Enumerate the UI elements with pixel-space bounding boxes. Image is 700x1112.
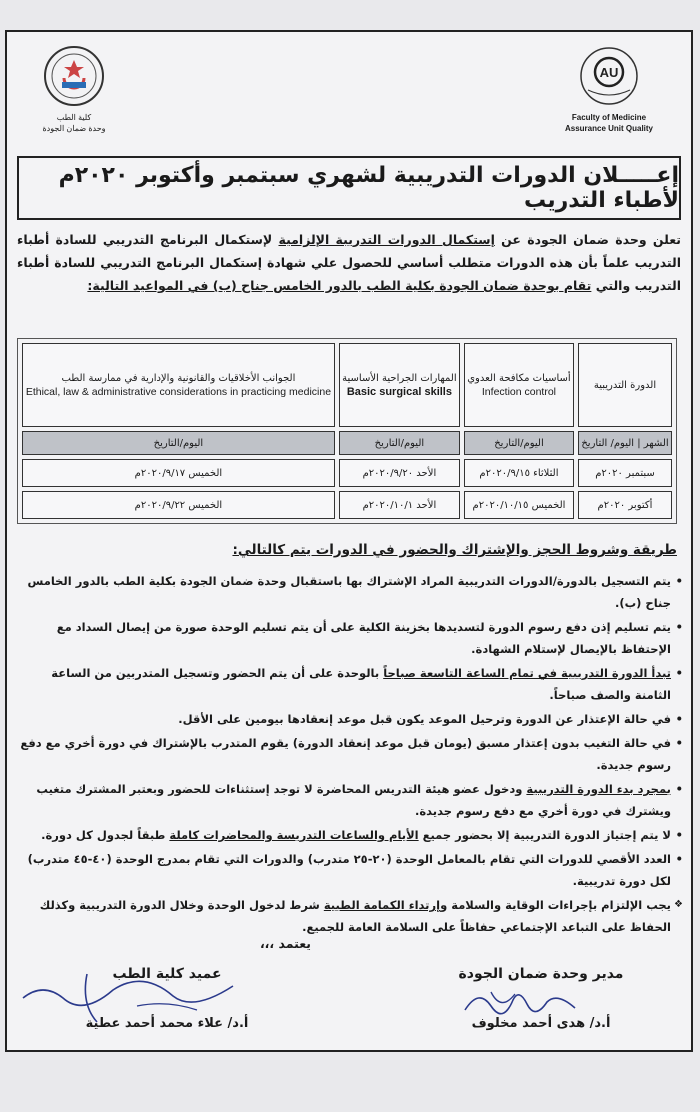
course-surgical-skills (339, 343, 460, 427)
date-cell: الأحد ٢٠٢٠/٩/٢٠م (339, 459, 460, 487)
course-en: Ethical, law & administrative considerations in practicing medicine (25, 385, 332, 398)
rule-underlined: تبدأ الدورة التدريبية في تمام الساعة التاسعة صباحاً (383, 666, 671, 680)
announcement-title: إعـــــلان الدورات التدريبية لشهري سبتمبر وأكتوبر ٢٠٢٠م لأطباء التدريب (58, 163, 679, 213)
intro-underlined-2: تقام بوحدة ضمان الجودة بكلية الطب بالدور الخامس جناح (ب) في المواعيد التالية: (87, 278, 592, 293)
signatory-name: أ.د/ هدى أحمد مخلوف (471, 1016, 611, 1031)
list-item (19, 570, 683, 614)
signature-block-quality-director (421, 966, 661, 1031)
handwritten-signature-icon (17, 970, 257, 1026)
list-item (19, 848, 683, 892)
signatory-title: عميد كلية الطب (112, 966, 222, 982)
au-logo-icon (574, 44, 644, 108)
corner-cell: الدورة التدريبية (578, 343, 672, 427)
month-cell: أكتوبر ٢٠٢٠م (578, 491, 672, 519)
conditions-title: طريقة وشروط الحجز والإشتراك والحضور في الدورات يتم كالتالي: (232, 542, 677, 558)
daydate-label: اليوم/ التاريخ (581, 437, 635, 449)
rule-text: طبقاً لجدول كل دورة. (41, 828, 170, 842)
intro-paragraph (17, 228, 681, 297)
date-cell: الأحد ٢٠٢٠/١٠/١م (339, 491, 460, 519)
course-ethics (22, 343, 335, 427)
au-letters: AU (599, 65, 619, 80)
left-header-line-2: وحدة ضمان الجودة (42, 124, 106, 133)
date-cell: الخميس ٢٠٢٠/٩/٢٢م (22, 491, 335, 519)
rule-text: يجب الإلتزام بإجراءات الوقاية والسلامة و (440, 898, 671, 912)
table-row (22, 491, 672, 519)
rule-text: يتم التسجيل بالدورة/الدورات التدريبية المراد الإشتراك بها باستقبال وحدة ضمان الجودة بكلية الطب بالدور الخامس جناح (ب). (27, 574, 671, 610)
list-item (19, 824, 683, 846)
intro-part-1: تعلن وحدة ضمان الجودة عن (494, 232, 681, 247)
rule-text: في حالة التغيب بدون إعتذار مسبق (يومان قبل موعد إنعقاد الدورة) يقوم المتدرب بالإشتراك في دورة أخري مع دفع رسوم جديدة. (20, 736, 671, 772)
rule-text: شرط لدخول الوحدة وخلال الدورة التدريبية وكذلك الحفاظ على التباعد الإجتماعي حفاظاً على السلامة العامة للجميع. (39, 898, 671, 934)
list-item (19, 616, 683, 660)
course-infection-control (464, 343, 574, 427)
date-cell: الخميس ٢٠٢٠/١٠/١٥م (464, 491, 574, 519)
subheader-cell: اليوم/التاريخ (464, 431, 574, 455)
subheader-cell: اليوم/التاريخ (22, 431, 335, 455)
table-row (22, 459, 672, 487)
list-item (19, 662, 683, 706)
rule-text: في حالة الإعتذار عن الدورة وترحيل الموعد يكون قبل موعد إنعقادها بيومين على الأقل. (178, 712, 671, 726)
signature-block-dean (37, 966, 297, 1031)
rule-underlined: إرتداء الكمامة الطبية (323, 898, 441, 912)
faculty-logo-left (29, 44, 119, 134)
list-item-final (19, 894, 683, 938)
list-item (19, 778, 683, 822)
course-header-row (22, 343, 672, 427)
left-header-line-1: كلية الطب (56, 113, 92, 122)
subheader-row (22, 431, 672, 455)
signatory-name: أ.د/ علاء محمد أحمد عطية (85, 1016, 249, 1031)
schedule-table (17, 338, 677, 524)
rule-underlined: بمجرد بدء الدورة التدريبية (526, 782, 671, 796)
month-daydate-label: الشهر | اليوم/ التاريخ (578, 431, 672, 455)
rule-text: العدد الأقصي للدورات التي تقام بالمعامل الوحدة (٢٠-٢٥ متدرب) والدورات التي تقام بمدرج الوحدة (٤٠-٤٥ متدرب) لكل دورة تدريبية. (27, 852, 671, 888)
course-en: Basic surgical skills (346, 385, 452, 398)
month-label: الشهر (643, 437, 669, 449)
course-ar: أساسيات مكافحة العدوي (467, 372, 571, 384)
rules-list (19, 570, 683, 940)
intro-part-2: لإستكمال البرنامج التدريبي للسادة أطباء التدريب علماً بأن هذه الدورات متطلب أساسي للحصول علي شهادة إستكمال البرنامج التدريبي للسادة أطباء التدريب والتي (17, 232, 681, 293)
right-header-line-2: Assurance Unit Quality (564, 124, 654, 133)
intro-underlined-1: إستكمال الدورات التدريبة الإلزامية (278, 232, 495, 247)
rule-underlined: الأيام والساعات التدريسة والمحاضرات كاملة (169, 828, 419, 842)
date-cell: الثلاثاء ٢٠٢٠/٩/١٥م (464, 459, 574, 487)
crest-icon (42, 44, 106, 108)
rule-text: يتم تسليم إذن دفع رسوم الدورة لتسديدها بخزينة الكلية على أن يتم تسليم الوحدة صورة من إيصال السداد مع الإحتفاظ بالإيصال لإستلام الشهادة. (56, 620, 671, 656)
rule-text: ودخول عضو هيئة التدريس المحاضرة لا توجد إستثناءات للحضور وبعتبر المشترك متغيب ويشترك في دورة أخري مع دفع رسوم جديدة. (36, 782, 671, 818)
faculty-logo-right (549, 44, 669, 134)
list-item (19, 708, 683, 730)
signatory-title: مدير وحدة ضمان الجودة (458, 966, 624, 982)
month-cell: سبتمبر ٢٠٢٠م (578, 459, 672, 487)
course-ar: الجوانب الأخلاقيات والقانونية والإدارية في ممارسة الطب (61, 372, 296, 384)
date-cell: الخميس ٢٠٢٠/٩/١٧م (22, 459, 335, 487)
list-item (19, 732, 683, 776)
announcement-sheet (5, 30, 693, 1052)
rule-text: لا يتم إجتياز الدورة التدريبية إلا بحضور جميع (418, 828, 671, 842)
rule-text: بالوحدة على أن يتم الحضور وتسجيل المتدربين من الساعة الثامنة والصف صباحاً. (51, 666, 671, 702)
subheader-cell: اليوم/التاريخ (339, 431, 460, 455)
approval-label: يعتمد ،،، (259, 936, 311, 951)
course-ar: المهارات الجراحية الأساسية (342, 372, 457, 384)
letterhead (7, 32, 691, 152)
right-header-line-1: Faculty of Medicine (571, 113, 647, 122)
handwritten-signature-icon (461, 984, 581, 1018)
course-en: Infection control (481, 385, 557, 398)
announcement-title-box (17, 156, 681, 220)
